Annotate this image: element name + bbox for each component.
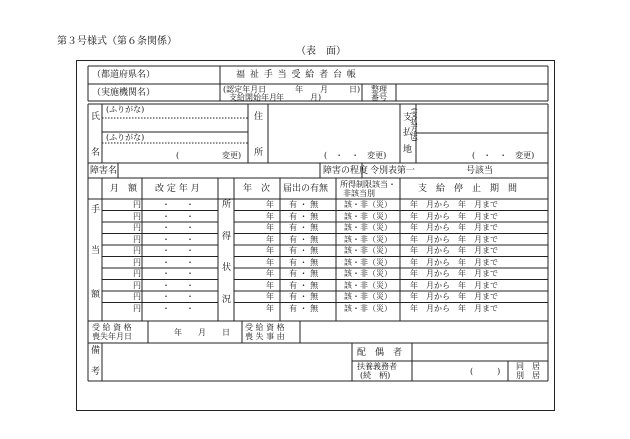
status-label-3: 状 [222, 263, 232, 273]
row-year: 年 [266, 280, 274, 290]
ledger-title: 福 祉 手 当 受 給 者 台 帳 [236, 70, 357, 80]
approval-day: 日) [349, 85, 361, 94]
guardian-label-1: 扶養義務者 [357, 362, 397, 371]
address-label-2: 所 [254, 148, 264, 158]
row-period: 年 月から 年 月まで [410, 280, 498, 290]
address-label-1: 住 [254, 112, 264, 122]
col-limit-2: 非該当別 [343, 189, 375, 198]
disability-name-label: 障害名 [90, 166, 118, 176]
ref-no-label-1: 整理 [371, 85, 387, 94]
status-label-4: 況 [222, 295, 232, 305]
name-label-2: 名 [91, 148, 101, 158]
row-revision-dots: ・ ・ [162, 246, 194, 255]
spouse-label: 配 偶 者 [357, 348, 403, 358]
row-period: 年 月から 年 月まで [410, 223, 498, 232]
name-change-open: ( [176, 151, 180, 160]
row-report: 有 ・ 無 [289, 223, 319, 232]
col-monthly: 月 額 [110, 184, 138, 194]
row-limit: 該・非（災） [344, 257, 392, 267]
row-year: 年 [266, 269, 274, 278]
row-limit: 該・非（災） [344, 234, 392, 244]
row-revision-dots: ・ ・ [162, 223, 194, 232]
row-limit: 該・非（災） [344, 303, 392, 313]
side-label-2: 当 [91, 246, 101, 256]
annex-label: 令別表第一 [370, 166, 416, 176]
col-report: 届出の有無 [283, 184, 329, 194]
payment-label-1: 支 [403, 113, 413, 123]
row-period: 年 月から 年 月まで [410, 292, 498, 301]
row-yen: 円 [133, 303, 141, 313]
ref-no-label-2: 番号 [371, 93, 387, 102]
row-yen: 円 [133, 200, 141, 209]
loss-reason-2: 喪 失 事 由 [245, 332, 285, 341]
row-report: 有 ・ 無 [289, 246, 319, 255]
row-yen: 円 [133, 269, 141, 278]
remarks-label-2: 考 [91, 367, 101, 377]
row-period: 年 月から 年 月まで [410, 269, 498, 278]
payment-start-label: 支給開始年月 [229, 93, 277, 102]
row-year: 年 [266, 246, 274, 255]
row-limit: 該・非（災） [344, 292, 392, 301]
item-label: 号該当 [466, 166, 494, 176]
row-revision-dots: ・ ・ [162, 292, 194, 301]
disability-degree-label: 障害の程度 [323, 166, 369, 176]
row-report: 有 ・ 無 [289, 257, 319, 267]
status-label-1: 所 [222, 200, 232, 210]
row-revision-dots: ・ ・ [162, 303, 194, 313]
row-report: 有 ・ 無 [289, 234, 319, 244]
row-year: 年 [266, 200, 274, 209]
row-period: 年 月から 年 月まで [410, 234, 498, 244]
status-label-2: 得 [222, 232, 232, 242]
row-year: 年 [266, 257, 274, 267]
row-report: 有 ・ 無 [289, 211, 319, 221]
guardian-paren: ( ) [470, 367, 501, 376]
payment-change: ( ・ ・ 変更) [472, 151, 535, 160]
loss-reason-1: 受 給 資 格 [245, 323, 285, 332]
row-yen: 円 [133, 246, 141, 255]
col-revision: 改 定 年 月 [155, 184, 200, 194]
row-revision-dots: ・ ・ [162, 280, 194, 290]
row-period: 年 月から 年 月まで [410, 257, 498, 267]
furigana-1: (ふりがな) [106, 105, 145, 114]
row-report: 有 ・ 無 [289, 200, 319, 209]
row-yen: 円 [133, 280, 141, 290]
payment-label-2: 払 [403, 128, 413, 138]
row-report: 有 ・ 無 [289, 269, 319, 278]
row-limit: 該・非（災） [344, 223, 392, 232]
row-yen: 円 [133, 223, 141, 232]
row-report: 有 ・ 無 [289, 292, 319, 301]
row-report: 有 ・ 無 [289, 280, 319, 290]
agency-label: （実施機関名） [92, 88, 156, 98]
row-revision-dots: ・ ・ [162, 211, 194, 221]
row-yen: 円 [133, 211, 141, 221]
form-number: 第３号様式（第６条関係） [57, 36, 177, 47]
row-yen: 円 [133, 257, 141, 267]
remarks-label-1: 備 [91, 346, 101, 356]
row-limit: 該・非（災） [344, 269, 392, 278]
side-label-3: 額 [91, 290, 101, 300]
name-change: 変更) [222, 151, 242, 160]
cohab-label: 同 居 [516, 362, 540, 371]
row-year: 年 [266, 234, 274, 244]
name-label-1: 氏 [91, 112, 101, 122]
address-change: ( ・ ・ 変更) [324, 151, 387, 160]
row-revision-dots: ・ ・ [162, 257, 194, 267]
approval-year: 年 [295, 85, 303, 94]
side-label-1: 手 [91, 205, 101, 215]
row-year: 年 [266, 292, 274, 301]
row-limit: 該・非（災） [344, 246, 392, 255]
start-month: 月) [310, 93, 322, 102]
row-limit: 該・非（災） [344, 200, 392, 209]
row-report: 有 ・ 無 [289, 303, 319, 313]
form-side: （表 面） [296, 46, 346, 57]
loss-label-2: 喪失年月日 [92, 332, 132, 341]
row-year: 年 [266, 303, 274, 313]
row-revision-dots: ・ ・ [162, 269, 194, 278]
row-period: 年 月から 年 月まで [410, 211, 498, 221]
row-yen: 円 [133, 234, 141, 244]
row-limit: 該・非（災） [344, 211, 392, 221]
col-year: 年 次 [243, 184, 271, 194]
row-year: 年 [266, 211, 274, 221]
row-yen: 円 [133, 292, 141, 301]
row-period: 年 月から 年 月まで [410, 303, 498, 313]
start-year: 年 [276, 93, 284, 102]
approval-date-label: (認定年月日 [223, 85, 267, 94]
col-stop: 支 給 停 止 期 間 [418, 184, 518, 194]
row-revision-dots: ・ ・ [162, 200, 194, 209]
row-year: 年 [266, 223, 274, 232]
payment-label-3: 地 [403, 145, 413, 155]
row-period: 年 月から 年 月まで [410, 200, 498, 209]
prefecture-label: （都道府県名） [92, 70, 156, 80]
loss-label-1: 受 給 資 格 [92, 323, 132, 332]
row-period: 年 月から 年 月まで [410, 246, 498, 255]
payment-method: (支払方法) [410, 108, 418, 142]
guardian-label-2: (続 柄) [360, 371, 391, 380]
row-revision-dots: ・ ・ [162, 234, 194, 244]
separate-label: 別 居 [516, 371, 540, 380]
row-limit: 該・非（災） [344, 280, 392, 290]
col-limit-1: 所得制限該当・ [340, 180, 396, 189]
approval-month: 月 [320, 85, 328, 94]
loss-date: 年 月 日 [174, 328, 230, 337]
furigana-2: (ふりがな) [106, 133, 145, 142]
